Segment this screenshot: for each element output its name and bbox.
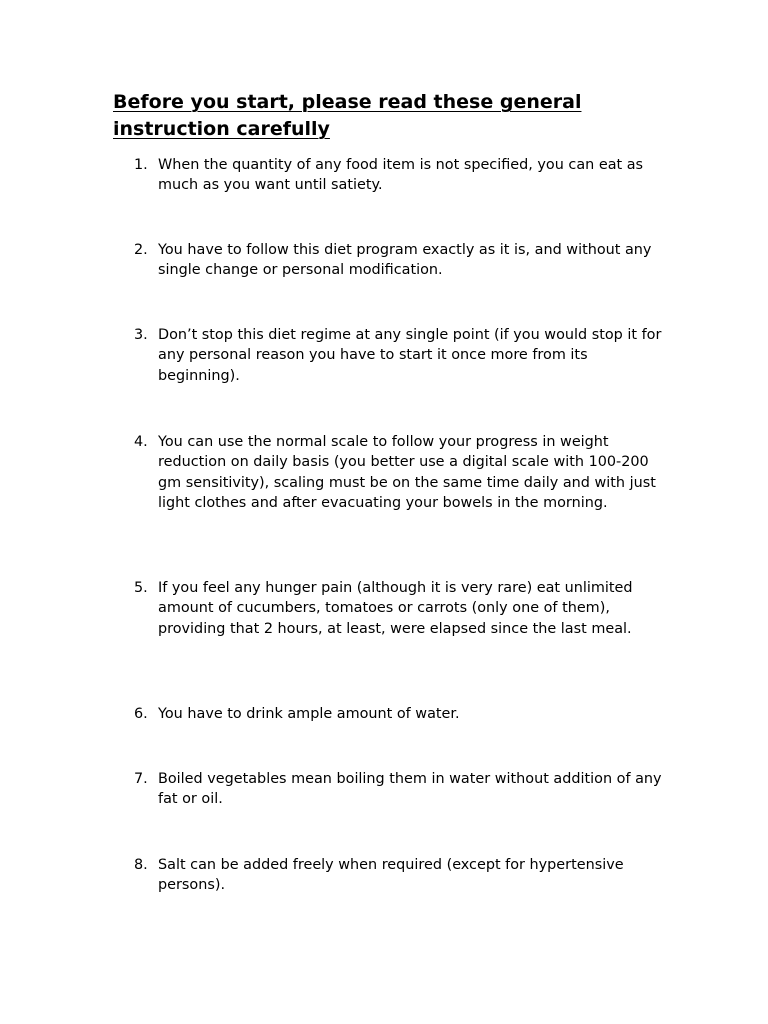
- list-item: [134, 155, 664, 196]
- list-item-text: Don’t stop this diet regime at any single point (if you would stop it for any personal reason you have to start it once more from its beginning).: [158, 327, 662, 384]
- list-item-text: When the quantity of any food item is not specified, you can eat as much as you want until satiety.: [158, 157, 644, 194]
- list-item-text: Salt can be added freely when required (except for hypertensive persons).: [158, 857, 624, 894]
- list-item-number: 8.: [134, 857, 148, 873]
- list-item-number: 7.: [134, 771, 148, 787]
- list-item-number: 6.: [134, 706, 148, 722]
- list-item: [134, 855, 664, 896]
- list-item: [134, 704, 664, 724]
- list-item: [134, 240, 664, 281]
- list-item-text: If you feel any hunger pain (although it is very rare) eat unlimited amount of cucumbers, tomatoes or carrots (only one of them), providing that 2 hours, at least, were elapsed since the last meal.: [158, 580, 633, 637]
- list-item-number: 1.: [134, 157, 148, 173]
- list-item-number: 3.: [134, 327, 148, 343]
- page-title: Before you start, please read these general instruction carefully: [113, 91, 582, 140]
- list-item-text: You can use the normal scale to follow your progress in weight reduction on daily basis (you better use a digital scale with 100-200 gm sensitivity), scaling must be on the same time daily and with just light clothes and after evacuating your bowels in the morning.: [158, 434, 656, 511]
- list-item: [134, 578, 664, 639]
- list-item-text: Boiled vegetables mean boiling them in water without addition of any fat or oil.: [158, 771, 662, 808]
- list-item-number: 5.: [134, 580, 148, 596]
- list-item: [134, 325, 664, 386]
- list-item-text: You have to drink ample amount of water.: [158, 706, 460, 722]
- list-item-number: 2.: [134, 242, 148, 258]
- list-item: [134, 769, 664, 810]
- list-item: [134, 432, 664, 513]
- list-item-text: You have to follow this diet program exactly as it is, and without any single change or personal modification.: [158, 242, 652, 279]
- list-item-number: 4.: [134, 434, 148, 450]
